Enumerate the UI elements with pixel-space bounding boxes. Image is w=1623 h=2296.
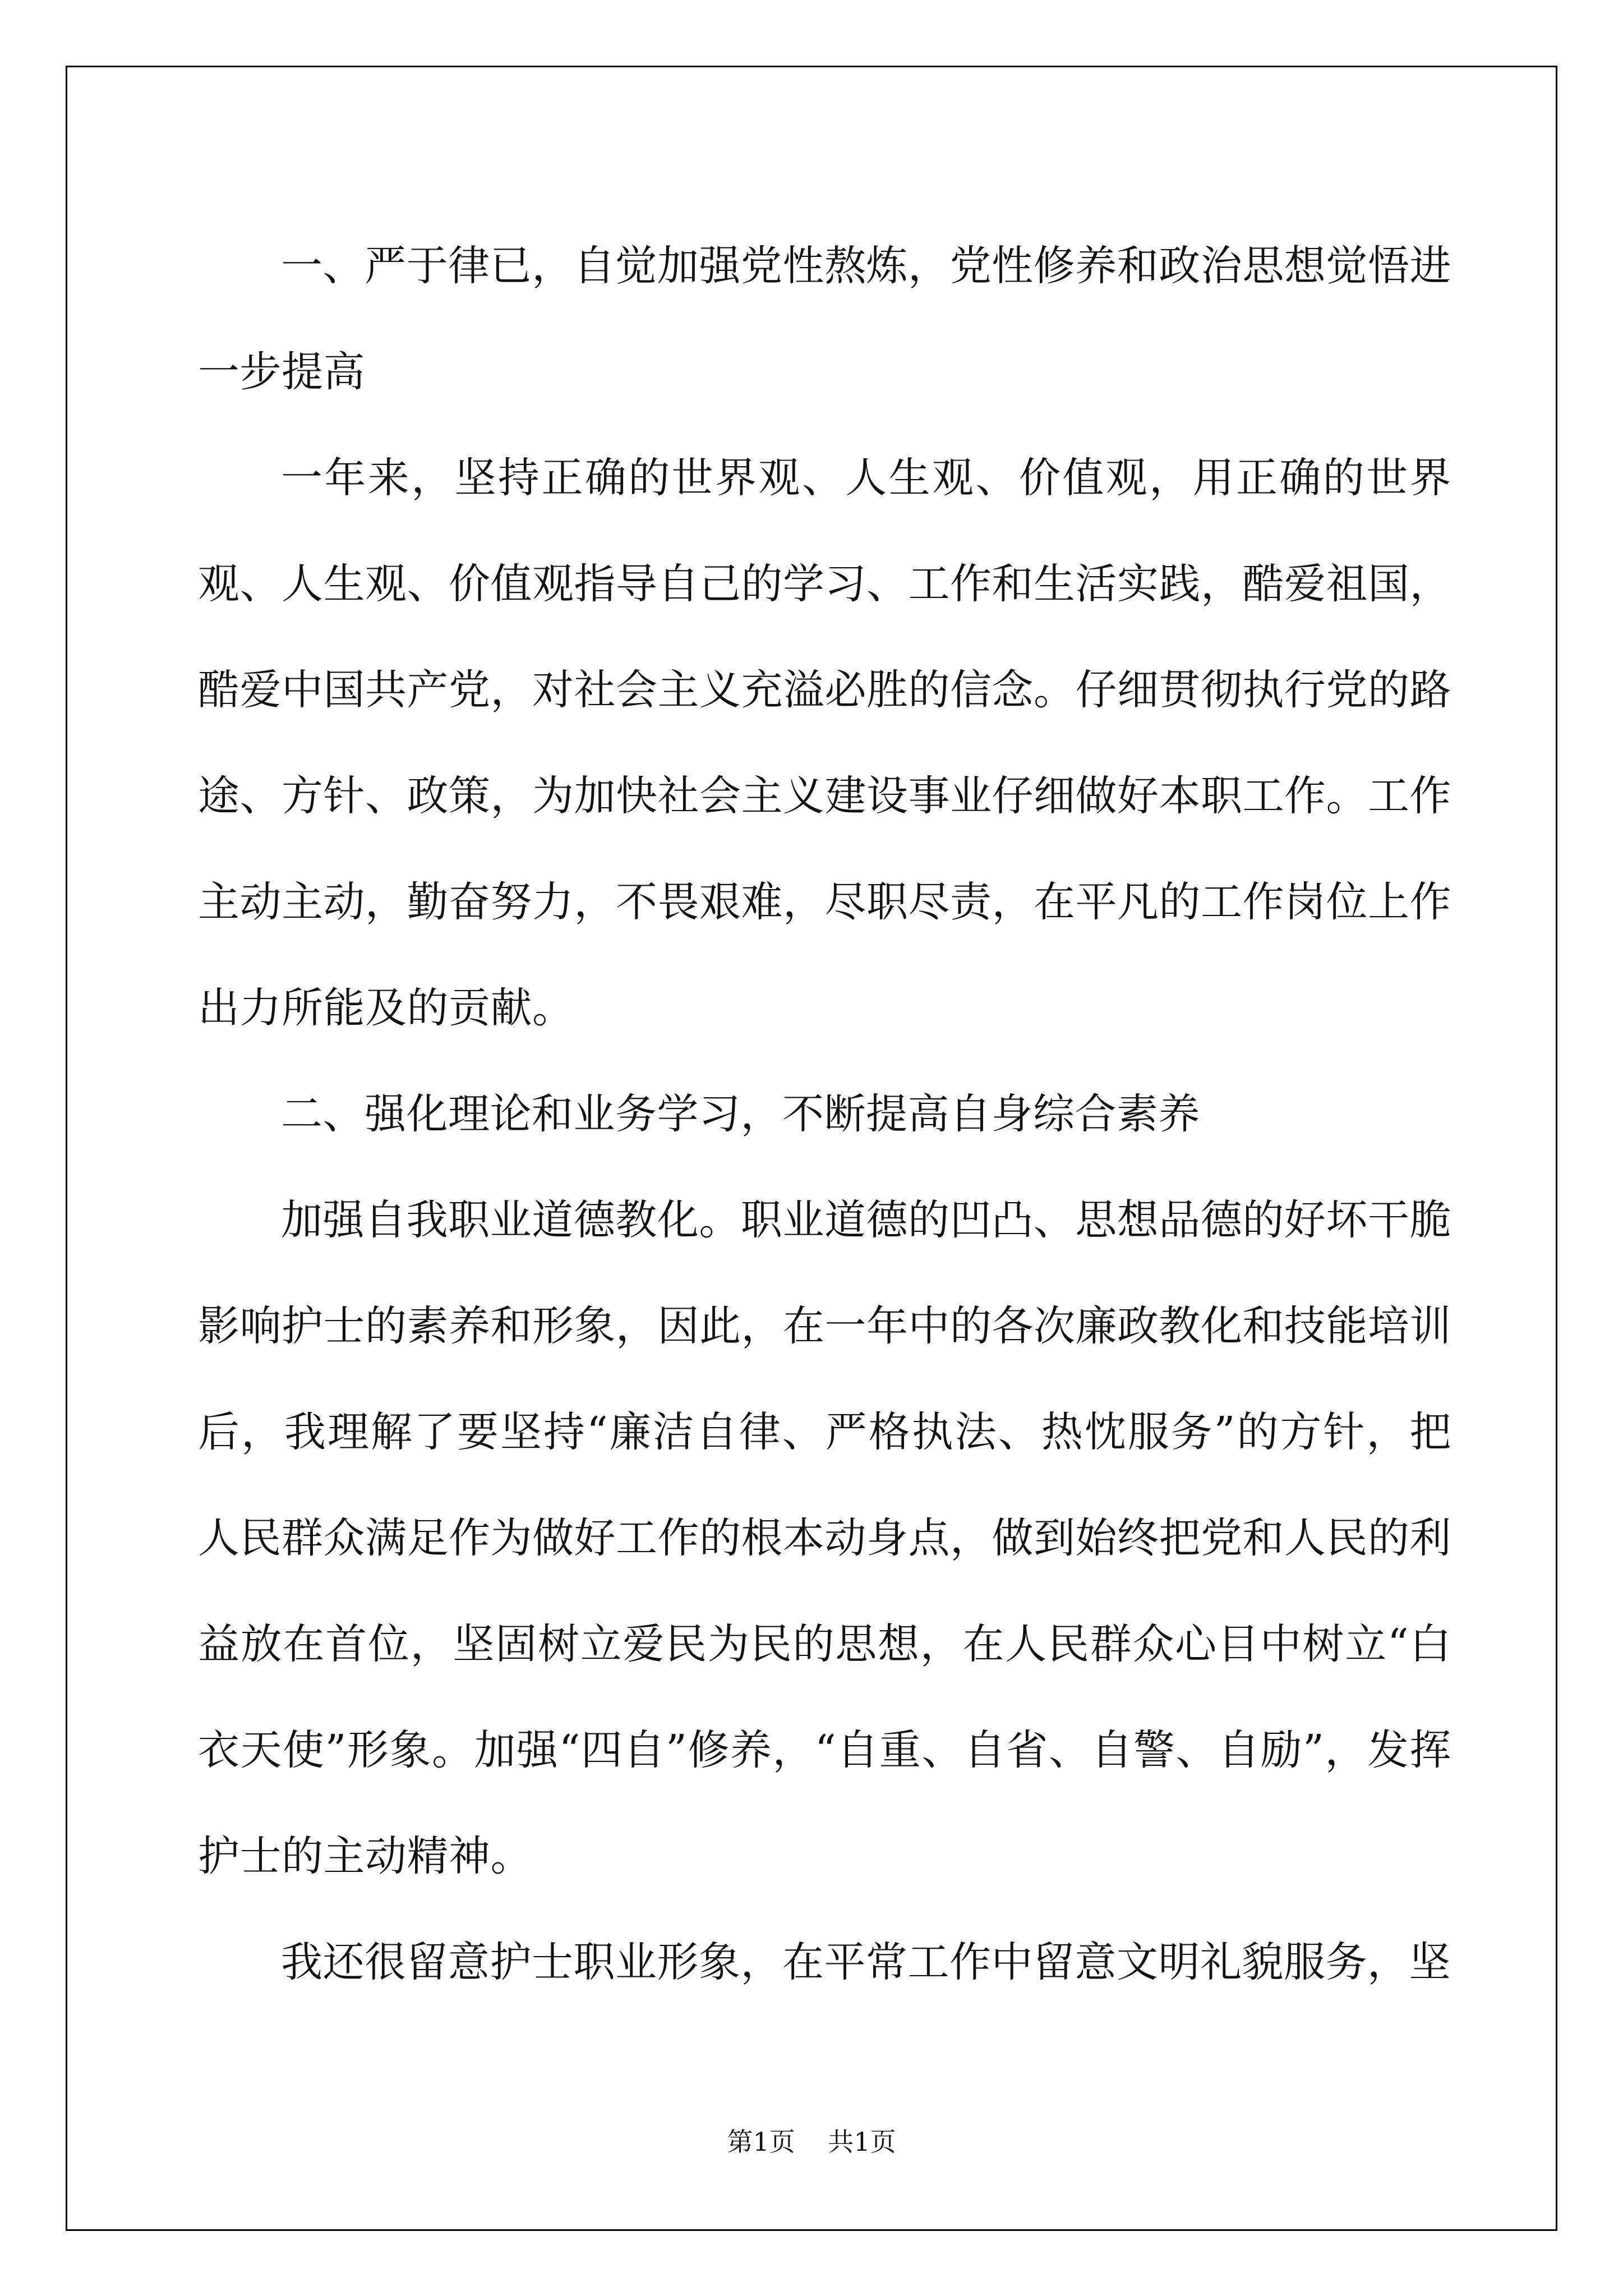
paragraph-1: 一、严于律已，自觉加强党性熬炼，党性修养和政治思想觉悟进一步提高 — [198, 242, 1451, 396]
paragraph-2: 一年来，坚持正确的世界观、人生观、价值观，用正确的世界观、人生观、价值观指导自己的学习、工作和生活实践，酷爱祖国，酷爱中国共产党，对社会主义充溢必胜的信念。仔细贯彻执行党的路途、方针、政策，为加快社会主义建设事业仔细做好本职工作。工作主动主动，勤奋努力，不畏艰难，尽职尽责，在平凡的工作岗位上作出力所能及的贡献。 — [198, 454, 1451, 1032]
document-body — [198, 213, 1451, 2016]
page-footer: 第1页 共1页 — [727, 2127, 896, 2157]
paragraph-5: 我还很留意护士职业形象，在平常工作中留意文明礼貌服务，坚 — [281, 1938, 1451, 1986]
paragraph-3: 二、强化理论和业务学习，不断提高自身综合素养 — [281, 1090, 1200, 1138]
paragraph-4: 加强自我职业道德教化。职业道德的凹凸、思想品德的好坏干脆影响护士的素养和形象，因此，在一年中的各次廉政教化和技能培训后，我理解了要坚持“廉洁自律、严格执法、热忱服务”的方针，把人民群众满足作为做好工作的根本动身点，做到始终把党和人民的利益放在首位，坚固树立爱民为民的思想，在人民群众心目中树立“白衣天使”形象。加强“四自”修养，“自重、自省、自警、自励”，发挥护士的主动精神。 — [198, 1196, 1451, 1880]
